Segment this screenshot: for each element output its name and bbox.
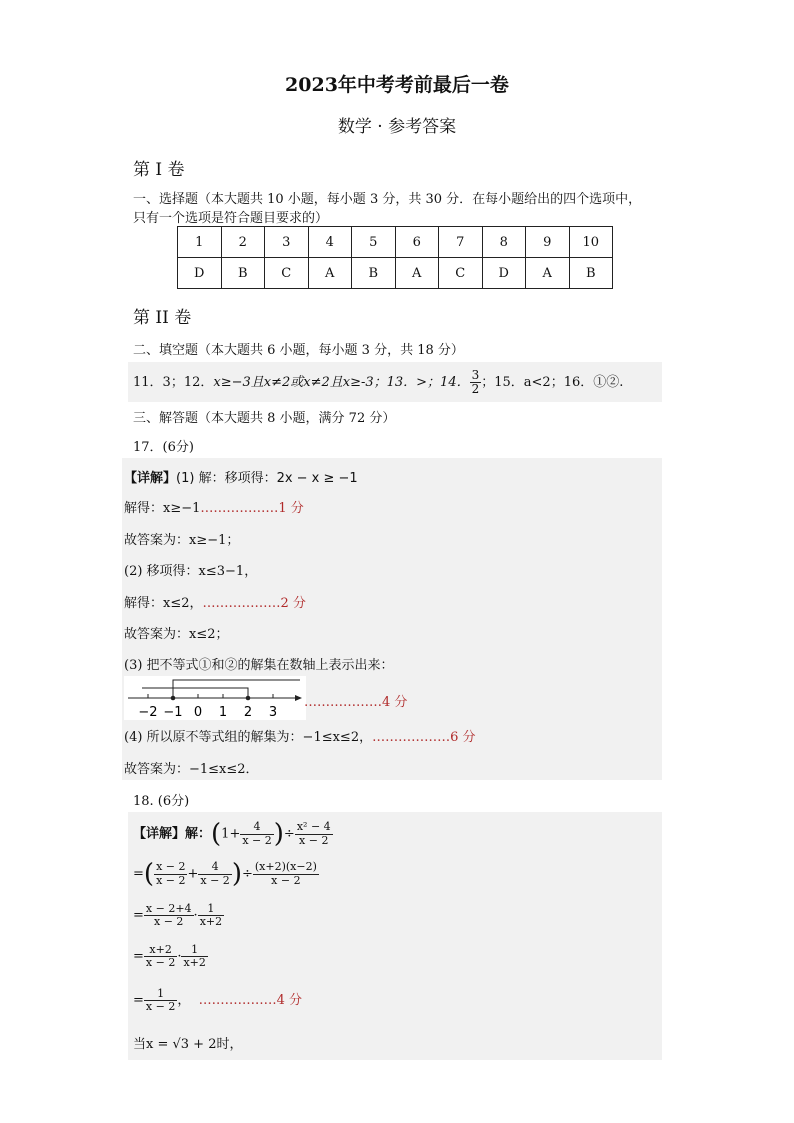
fraction-denominator: 2 <box>471 382 480 396</box>
fraction-numerator: 3 <box>471 367 480 382</box>
section1-line2: 只有一个选项是符合题目要求的） <box>133 211 329 226</box>
q17-line3: 故答案为：x≥−1； <box>124 533 240 548</box>
page-subtitle: 数学 · 参考答案 <box>337 117 457 137</box>
answer-14-fraction <box>470 369 482 396</box>
score-mark: ………………1 分 <box>200 501 304 516</box>
closed-point <box>171 696 176 701</box>
q18-expr1: 【详解】解：(1+ $\frac{4}{x - 2}$ )÷ $\frac{\text{x² − 4}}{x - 2}$ <box>133 819 331 849</box>
fraction-numerator: x − 2+4 <box>145 901 192 915</box>
tick-label: −1 <box>163 705 183 720</box>
table-cell: 1 <box>178 227 222 258</box>
answer-table <box>177 226 613 289</box>
answer-12: x≥−3且x≠2或x≠2且x≥-3；13．>；14． <box>213 375 470 390</box>
q17-line1 <box>124 467 358 486</box>
section1-line1: 一、选择题（本大题共 10 小题，每小题 3 分，共 30 分．在每小题给出的四个选项中， <box>133 192 642 207</box>
fraction-numerator: x+2 <box>144 944 177 957</box>
expr-fraction <box>144 903 194 928</box>
q18-expr5: = $\frac{1}{x - 2}$ ， ………………4 分 <box>133 986 302 1013</box>
fraction-denominator: x − 2 <box>154 915 184 928</box>
table-cell: D <box>178 258 222 289</box>
answer-table-answer-row <box>178 258 613 289</box>
table-cell: 9 <box>526 227 570 258</box>
expr-fraction <box>253 861 319 886</box>
fraction-numerator: 4 <box>240 821 273 834</box>
q18-label: 18. (6分) <box>133 794 190 809</box>
section2-heading: 二、填空题（本大题共 6 小题，每小题 3 分，共 18 分） <box>133 343 464 358</box>
table-cell: 2 <box>221 227 265 258</box>
fraction-denominator: x − 2 <box>299 833 329 847</box>
q17-line5 <box>124 592 306 611</box>
fraction-numerator: (x+2)(x−2) <box>254 860 317 874</box>
q17-line9 <box>124 726 476 745</box>
table-cell: 5 <box>352 227 396 258</box>
score-mark: ………………2 分 <box>202 596 306 611</box>
fraction-denominator: x − 2 <box>242 833 272 847</box>
fraction-numerator: 1 <box>144 988 177 1001</box>
divide-sign: ÷ <box>283 826 295 842</box>
fraction-denominator: x − 2 <box>145 1000 176 1013</box>
table-cell: C <box>439 258 483 289</box>
fraction-denominator: x − 2 <box>156 873 186 887</box>
q18-expr6: 当x = √3 + 2时， <box>133 1037 243 1052</box>
part2-label: 第 II 卷 <box>133 308 192 328</box>
table-cell: A <box>308 258 352 289</box>
expr-fraction <box>154 861 187 886</box>
expr-fraction <box>144 988 177 1013</box>
table-cell: B <box>221 258 265 289</box>
expr-term: 1+ <box>221 826 241 842</box>
score-mark: ………………6 分 <box>372 730 476 745</box>
fraction-numerator: 1 <box>198 903 224 916</box>
closed-point <box>246 696 251 701</box>
tick-label: −2 <box>138 705 158 720</box>
q17-line4: (2) 移项得：x≤3−1， <box>124 564 258 579</box>
expr-fraction <box>144 944 177 969</box>
tick-label: 2 <box>243 705 253 720</box>
table-cell: 7 <box>439 227 483 258</box>
fill-answers-line <box>133 367 623 399</box>
detail-tag: 【详解】 <box>124 471 177 486</box>
expr-fraction <box>240 821 273 846</box>
fraction-denominator: x+2 <box>183 956 206 969</box>
table-cell: 4 <box>308 227 352 258</box>
expr-fraction <box>295 821 333 846</box>
section3-heading: 三、解答题（本大题共 8 小题，满分 72 分） <box>133 411 396 426</box>
fraction-denominator: x − 2 <box>271 873 301 887</box>
q17-step5: 解得：x≤2， <box>124 596 203 611</box>
answer-table-number-row <box>178 227 613 258</box>
detail-tag: 【详解】解： <box>133 826 212 842</box>
tick-label: 3 <box>268 705 278 720</box>
expr-fraction <box>181 944 207 969</box>
tick-label: 0 <box>193 705 203 720</box>
q17-line6: 故答案为：x≤2； <box>124 627 229 642</box>
table-cell: 8 <box>482 227 526 258</box>
part1-label: 第 I 卷 <box>133 160 185 180</box>
q17-step2: 解得：x≥−1 <box>124 501 201 516</box>
fraction-numerator: x² − 4 <box>296 820 331 834</box>
table-cell: C <box>265 258 309 289</box>
table-cell: B <box>569 258 613 289</box>
fraction-numerator: 4 <box>198 861 231 874</box>
fraction-denominator: x − 2 <box>145 956 176 969</box>
table-cell: 3 <box>265 227 309 258</box>
fraction-numerator: 1 <box>181 944 207 957</box>
q17-label: 17．(6分) <box>133 440 194 455</box>
table-cell: A <box>395 258 439 289</box>
table-cell: 6 <box>395 227 439 258</box>
q17-line2 <box>124 497 304 516</box>
score-mark: ………………4 分 <box>304 695 408 710</box>
expr-fraction <box>198 861 231 886</box>
answer-11: 11．3；12． <box>133 375 214 390</box>
q17-step1: (1) 解：移项得：2x − x ≥ −1 <box>176 471 358 486</box>
table-cell: 10 <box>569 227 613 258</box>
table-cell: B <box>352 258 396 289</box>
q17-line7: (3) 把不等式①和②的解集在数轴上表示出来： <box>124 658 394 673</box>
table-cell: D <box>482 258 526 289</box>
q18-expr3: = $\frac{x - 2+4}{x - 2}$ · $\frac{1}{x+2}$ <box>133 901 223 928</box>
number-line <box>124 676 306 720</box>
q17-step9: (4) 所以原不等式组的解集为：−1≤x≤2， <box>124 730 373 745</box>
tick-label: 1 <box>218 705 228 720</box>
score-mark: ………………4 分 <box>198 993 302 1008</box>
answer-15-16: ；15．a<2；16．①②. <box>481 375 624 390</box>
fraction-numerator: x − 2 <box>156 860 186 874</box>
fraction-denominator: x − 2 <box>200 873 230 887</box>
q17-line10: 故答案为：−1≤x≤2． <box>124 762 259 777</box>
page-title: 2023年中考考前最后一卷 <box>285 74 509 96</box>
table-cell: A <box>526 258 570 289</box>
q18-expr4: = $\frac{x+2}{x - 2}$ · $\frac{1}{x+2}$ <box>133 942 206 969</box>
expr-fraction <box>198 903 224 928</box>
fraction-denominator: x+2 <box>199 915 223 928</box>
q18-expr2: =( $\frac{x - 2}{x - 2}$ + $\frac{4}{x - 2}$ )÷ $\frac{(x+2)(x-2)}{x - 2}$ <box>133 859 317 889</box>
